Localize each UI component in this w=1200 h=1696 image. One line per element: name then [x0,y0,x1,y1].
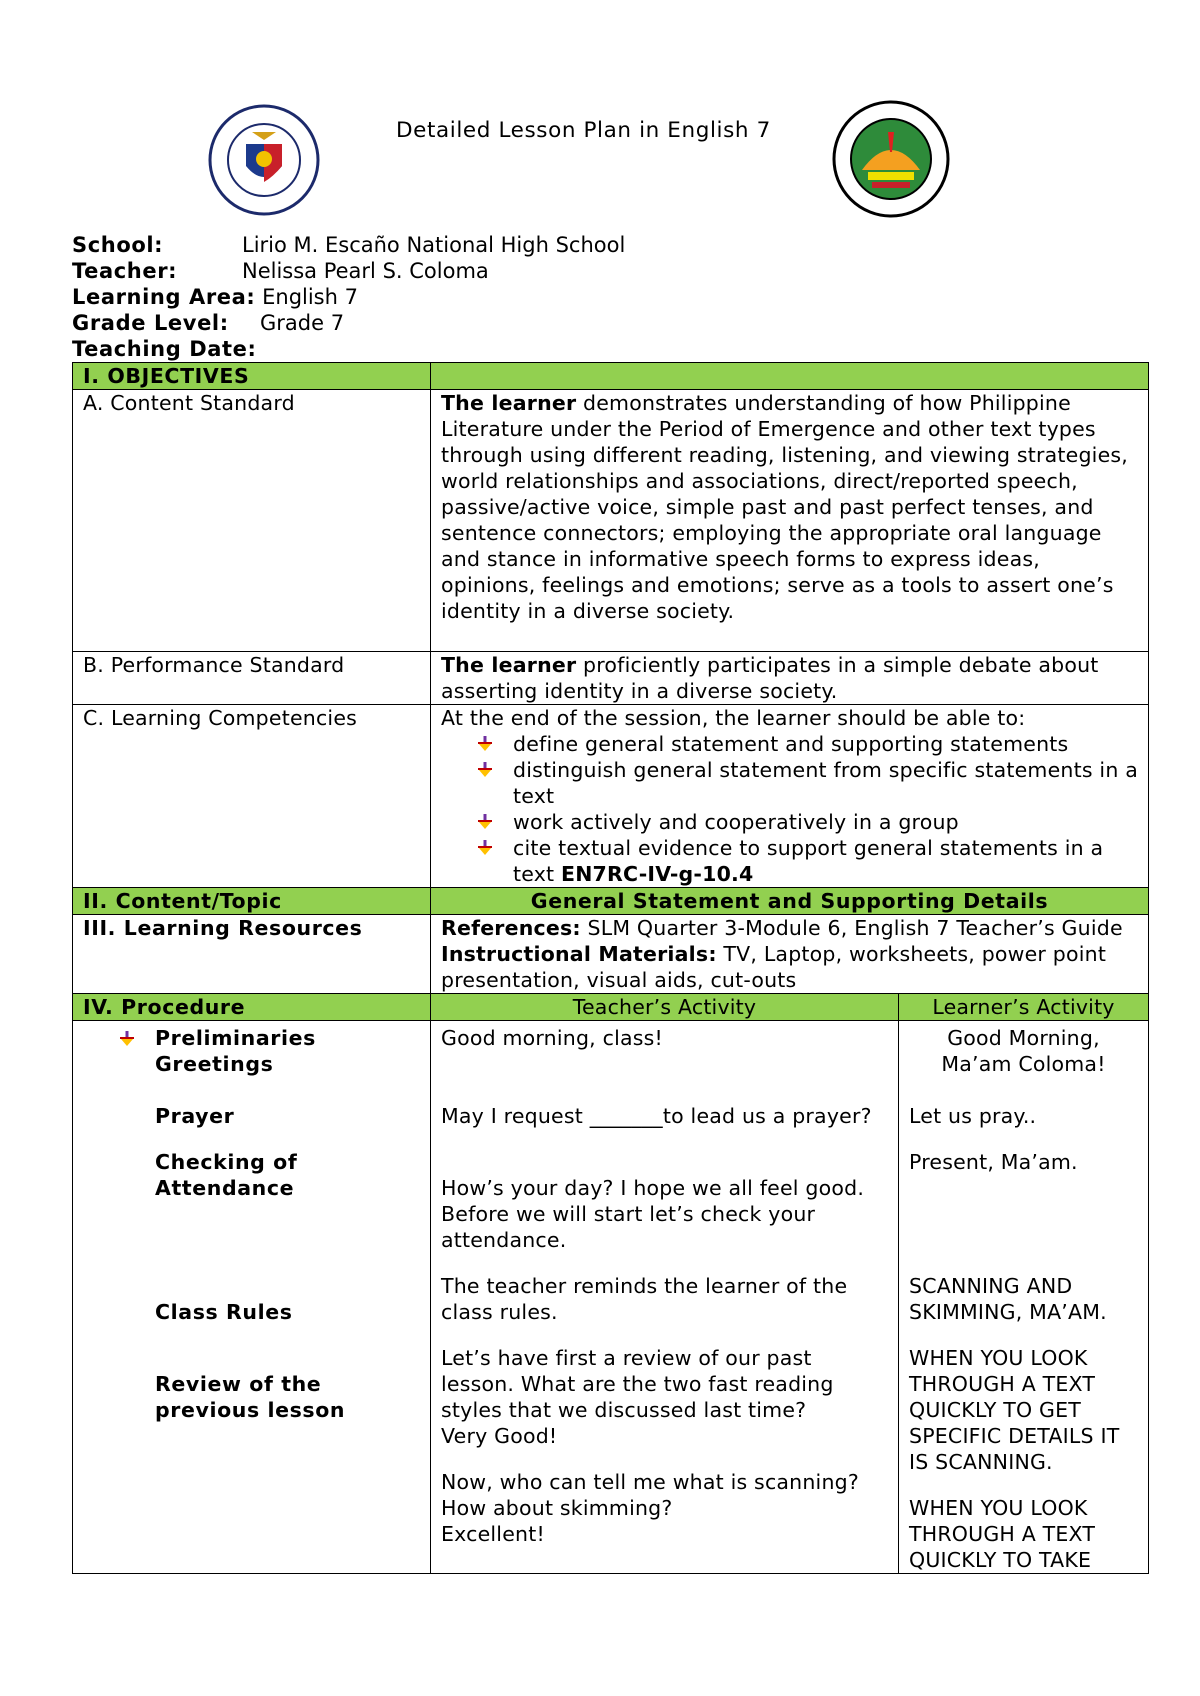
arrow-bullet-icon [477,736,493,752]
procedure-label: IV. Procedure [73,994,431,1021]
teacher-value: Nelissa Pearl S. Coloma [242,259,489,283]
preliminaries-label: Preliminaries [83,1025,420,1051]
performance-standard-label: B. Performance Standard [73,652,431,705]
teacher-activity-header: Teacher’s Activity [431,994,899,1021]
school-value: Lirio M. Escaño National High School [242,233,626,257]
review-learner-scanning: WHEN YOU LOOK THROUGH A TEXT QUICKLY TO GET SPECIFIC DETAILS IT IS SCANNING. [909,1346,1120,1474]
arrow-bullet-icon [477,814,493,830]
info-school-row [72,232,626,258]
document-title: Detailed Lesson Plan in English 7 [396,118,771,143]
learner-activity-header: Learner’s Activity [899,994,1149,1021]
grade-label: Grade Level: [72,311,229,335]
resources-row [73,915,1149,994]
competencies-label: C. Learning Competencies [73,705,431,888]
rules-teacher: The teacher reminds the learner of the class rules. [441,1274,848,1324]
references-line [441,915,1138,941]
references-label: References: [441,916,581,940]
teacher-label: Teacher: [72,259,178,283]
resources-label: III. Learning Resources [73,915,431,994]
content-topic-label: II. Content/Topic [73,888,431,915]
area-value: English 7 [262,285,358,309]
review-teacher-skimming: How about skimming? [441,1496,673,1520]
class-rules-label: Class Rules [155,1300,293,1324]
performance-standard-lead: The learner [441,653,577,677]
greetings-learner: Good Morning, Ma’am Coloma! [941,1026,1106,1076]
school-seal-logo [832,100,950,218]
deped-seal-logo [208,104,320,216]
review-teacher-praise: Very Good! [441,1424,558,1448]
review-teacher-scanning: Now, who can tell me what is scanning? [441,1470,859,1494]
materials-text: TV, Laptop, worksheets, power point presentation, visual aids, cut-outs [441,942,1107,992]
area-label: Learning Area: [72,285,256,309]
content-standard-row [73,390,1149,652]
arrow-bullet-icon [119,1031,135,1047]
objectives-header-row [73,363,1149,390]
content-topic-value: General Statement and Supporting Details [431,888,1149,915]
review-label: Review of the previous lesson [155,1372,346,1422]
review-learner-skimming: WHEN YOU LOOK THROUGH A TEXT QUICKLY TO TAKE [909,1496,1096,1572]
content-standard-text: demonstrates understanding of how Philippine Literature under the Period of Emergence and other text types through using different reading, listening, and viewing strategies, world relationships and associations, direct/reported speech, passive/active voice, simple past and past perfect tenses, and sentence connectors; employing the appropriate oral language and stance in informative speech forms to express ideas, opinions, feelings and emotions; serve as a tools to assert one’s identity in a diverse society. [441,391,1128,623]
greetings-teacher: Good morning, class! [441,1026,663,1050]
date-label: Teaching Date: [72,337,257,361]
arrow-bullet-icon [477,840,493,856]
review-teacher-question: Let’s have first a review of our past lesson. What are the two fast reading styles that we discussed last time? [441,1346,834,1422]
objectives-heading: I. OBJECTIVES [73,363,431,390]
info-grade-row [72,310,345,336]
attendance-teacher: How’s your day? I hope we all feel good. Before we will start let’s check your attendance. [441,1176,865,1252]
info-teacher-row [72,258,489,284]
references-text: SLM Quarter 3-Module 6, English 7 Teacher’s Guide [580,916,1123,940]
attendance-learner: Present, Ma’am. [909,1150,1078,1174]
competency-item: work actively and cooperatively in a group [477,809,1138,835]
school-label: School: [72,233,164,257]
rules-learner: SCANNING AND SKIMMING, MA’AM. [909,1274,1107,1324]
grade-value: Grade 7 [260,311,345,335]
prayer-label: Prayer [155,1104,235,1128]
competency-item: cite textual evidence to support general statements in a text EN7RC-IV-g-10.4 [477,835,1138,887]
competency-code: EN7RC-IV-g-10.4 [560,862,754,886]
procedure-header-row [73,994,1149,1021]
review-teacher-excellent: Excellent! [441,1522,545,1546]
materials-label: Instructional Materials: [441,942,717,966]
performance-standard-text: proficiently participates in a simple debate about asserting identity in a diverse society. [441,653,1099,703]
lesson-plan-table [72,362,1149,1574]
performance-standard-row [73,652,1149,705]
info-date-row [72,336,257,362]
greetings-label: Greetings [155,1052,274,1076]
competencies-intro: At the end of the session, the learner should be able to: [441,706,1026,730]
competencies-list [441,731,1138,887]
arrow-bullet-icon [477,762,493,778]
competency-item: distinguish general statement from specific statements in a text [477,757,1138,809]
competencies-row [73,705,1149,888]
attendance-label: Checking of Attendance [155,1150,298,1200]
prayer-teacher: May I request _______to lead us a prayer? [441,1104,872,1128]
content-standard-label: A. Content Standard [73,390,431,652]
content-standard-lead: The learner [441,391,577,415]
prayer-learner: Let us pray.. [909,1104,1037,1128]
info-area-row [72,284,358,310]
procedure-body-row [73,1021,1149,1574]
materials-line [441,941,1138,993]
competency-item: define general statement and supporting statements [477,731,1138,757]
content-topic-row [73,888,1149,915]
